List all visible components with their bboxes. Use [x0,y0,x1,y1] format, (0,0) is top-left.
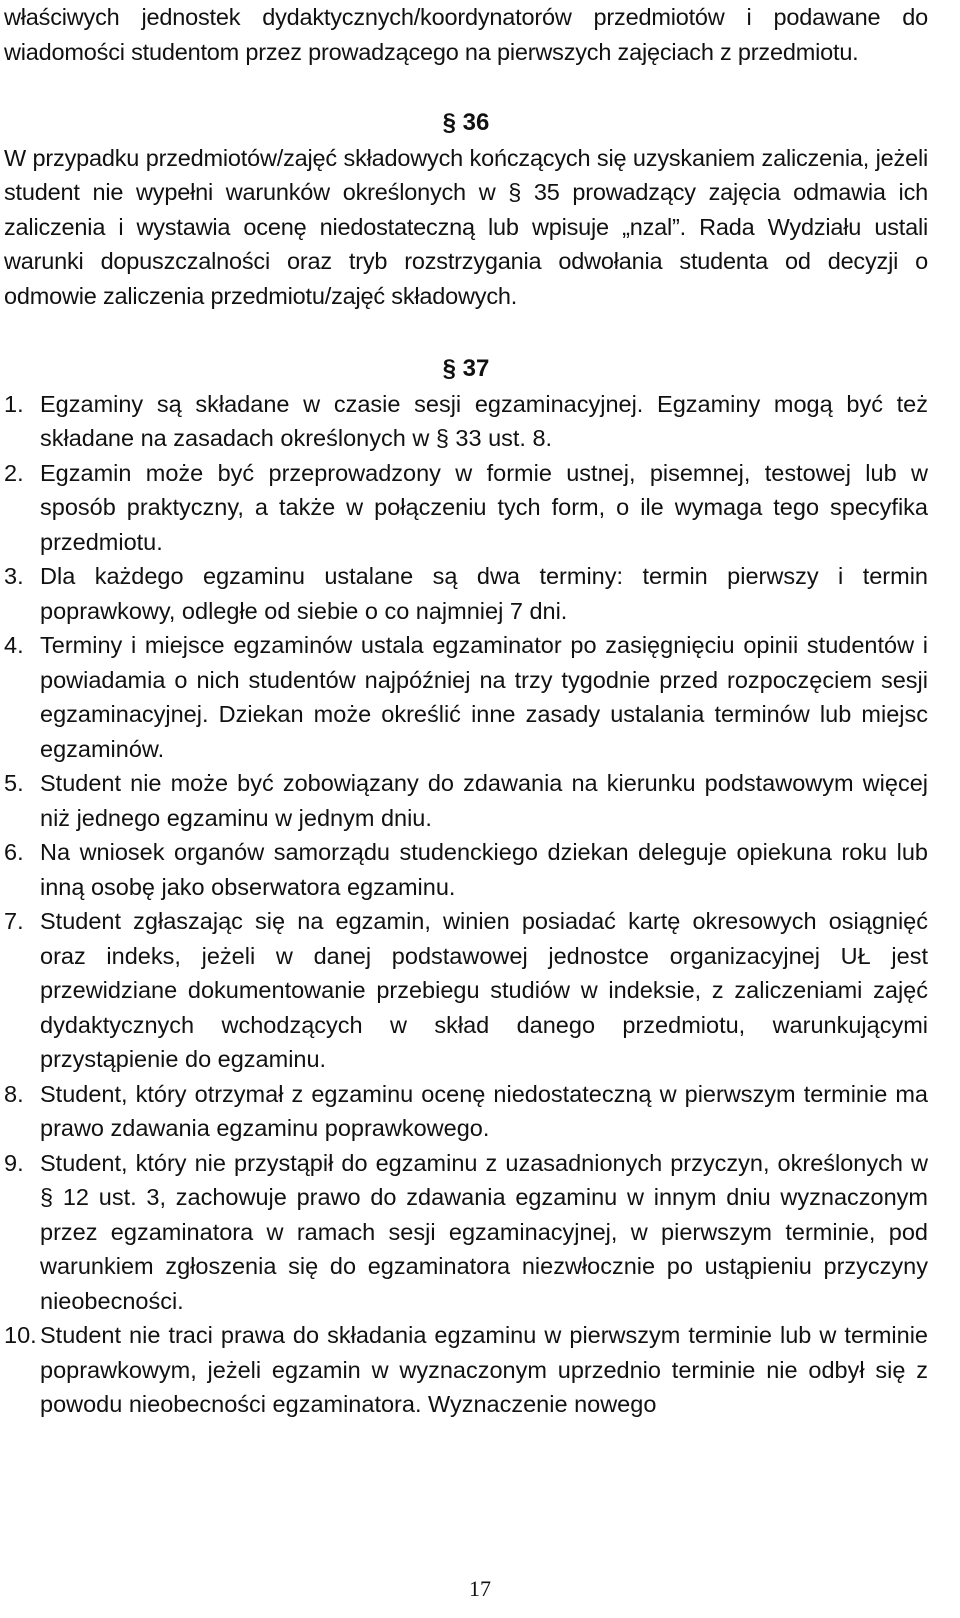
list-item [4,1077,928,1146]
section-36-paragraph: W przypadku przedmiotów/zajęć składowych kończących się uzyskaniem zaliczenia, jeżeli student nie wypełni warunków określonych w § 35 prowadzący zajęcia odmawia ich zaliczenia i wystawia ocenę niedostateczną lub wpisuje „nzal”. Rada Wydziału ustali warunki dopuszczalności oraz tryb rozstrzygania odwołania studenta od decyzji o odmowie zaliczenia przedmiotu/zajęć składowych. [4,144,928,309]
list-item [4,766,928,835]
item-number: 8. [4,1080,24,1107]
section-37-heading: § 37 [442,355,490,382]
item-text: Student, który nie przystąpił do egzaminu z uzasadnionych przyczyn, określonych w § 12 ust. 3, zachowuje prawo do zdawania egzaminu w innym dniu wyznaczonym przez egzaminatora w ramach sesji egzaminacyjnej, w pierwszym terminie, pod warunkiem zgłoszenia się do egzaminatora niezwłocznie po ustąpieniu przyczyny nieobecności. [40,1149,928,1314]
list-item [4,387,928,456]
item-number: 2. [4,459,24,486]
item-number: 4. [4,632,24,658]
item-text: Student zgłaszając się na egzamin, winien posiadać kartę okresowych osiągnięć oraz indeks, jeżeli w danej podstawowej jednostce organizacyjnej UŁ jest przewidziane dokumentowanie przebiegu studiów w indeksie, z zaliczeniami zajęć dydaktycznych wchodzących w skład danego przedmiotu, warunkującymi przystąpienie do egzaminu. [40,908,928,1072]
list-item [4,559,928,628]
item-text: Terminy i miejsce egzaminów ustala egzaminator po zasięgnięciu opinii studentów i powiadamia o nich studentów najpóźniej na trzy tygodnie przed rozpoczęciem sesji egzaminacyjnej. Dziekan może określić inne zasady ustalania terminów lub miejsc egzaminów. [40,632,928,762]
document-page [4,0,928,1422]
item-number: 1. [4,390,24,417]
item-text: Dla każdego egzaminu ustalane są dwa terminy: termin pierwszy i termin poprawkowy, odległe od siebie o co najmniej 7 dni. [40,563,928,624]
item-number: 5. [4,770,24,796]
list-item [4,904,928,1077]
list-item [4,628,928,766]
item-number: 10. [4,1322,37,1348]
page-number: 17 [469,1576,491,1601]
item-number: 6. [4,839,24,865]
intro-paragraph: właściwych jednostek dydaktycznych/koordynatorów przedmiotów i podawane do wiadomości studentom przez prowadzącego na pierwszych zajęciach z przedmiotu. [4,4,928,65]
list-item [4,456,928,560]
item-number: 9. [4,1149,24,1176]
section-36-heading: § 36 [442,109,490,136]
list-item [4,1146,928,1319]
item-text: Student nie traci prawa do składania egzaminu w pierwszym terminie lub w terminie poprawkowym, jeżeli egzamin w wyznaczonym uprzednio terminie nie odbył się z powodu nieobecności egzaminatora. Wyznaczenie nowego [40,1322,928,1417]
item-text: Student nie może być zobowiązany do zdawania na kierunku podstawowym więcej niż jednego egzaminu w jednym dniu. [40,770,928,831]
item-number: 3. [4,563,24,589]
item-text: Student, który otrzymał z egzaminu ocenę niedostateczną w pierwszym terminie ma prawo zdawania egzaminu poprawkowego. [40,1080,928,1141]
item-number: 7. [4,908,24,934]
item-text: Na wniosek organów samorządu studenckiego dziekan deleguje opiekuna roku lub inną osobę jako obserwatora egzaminu. [40,839,928,900]
item-text: Egzaminy są składane w czasie sesji egzaminacyjnej. Egzaminy mogą być też składane na zasadach określonych w § 33 ust. 8. [40,390,928,451]
item-text: Egzamin może być przeprowadzony w formie ustnej, pisemnej, testowej lub w sposób praktyczny, a także w połączeniu tych form, o ile wymaga tego specyfika przedmiotu. [40,459,928,555]
section-37-list [4,387,928,1422]
list-item [4,835,928,904]
list-item [4,1318,928,1422]
